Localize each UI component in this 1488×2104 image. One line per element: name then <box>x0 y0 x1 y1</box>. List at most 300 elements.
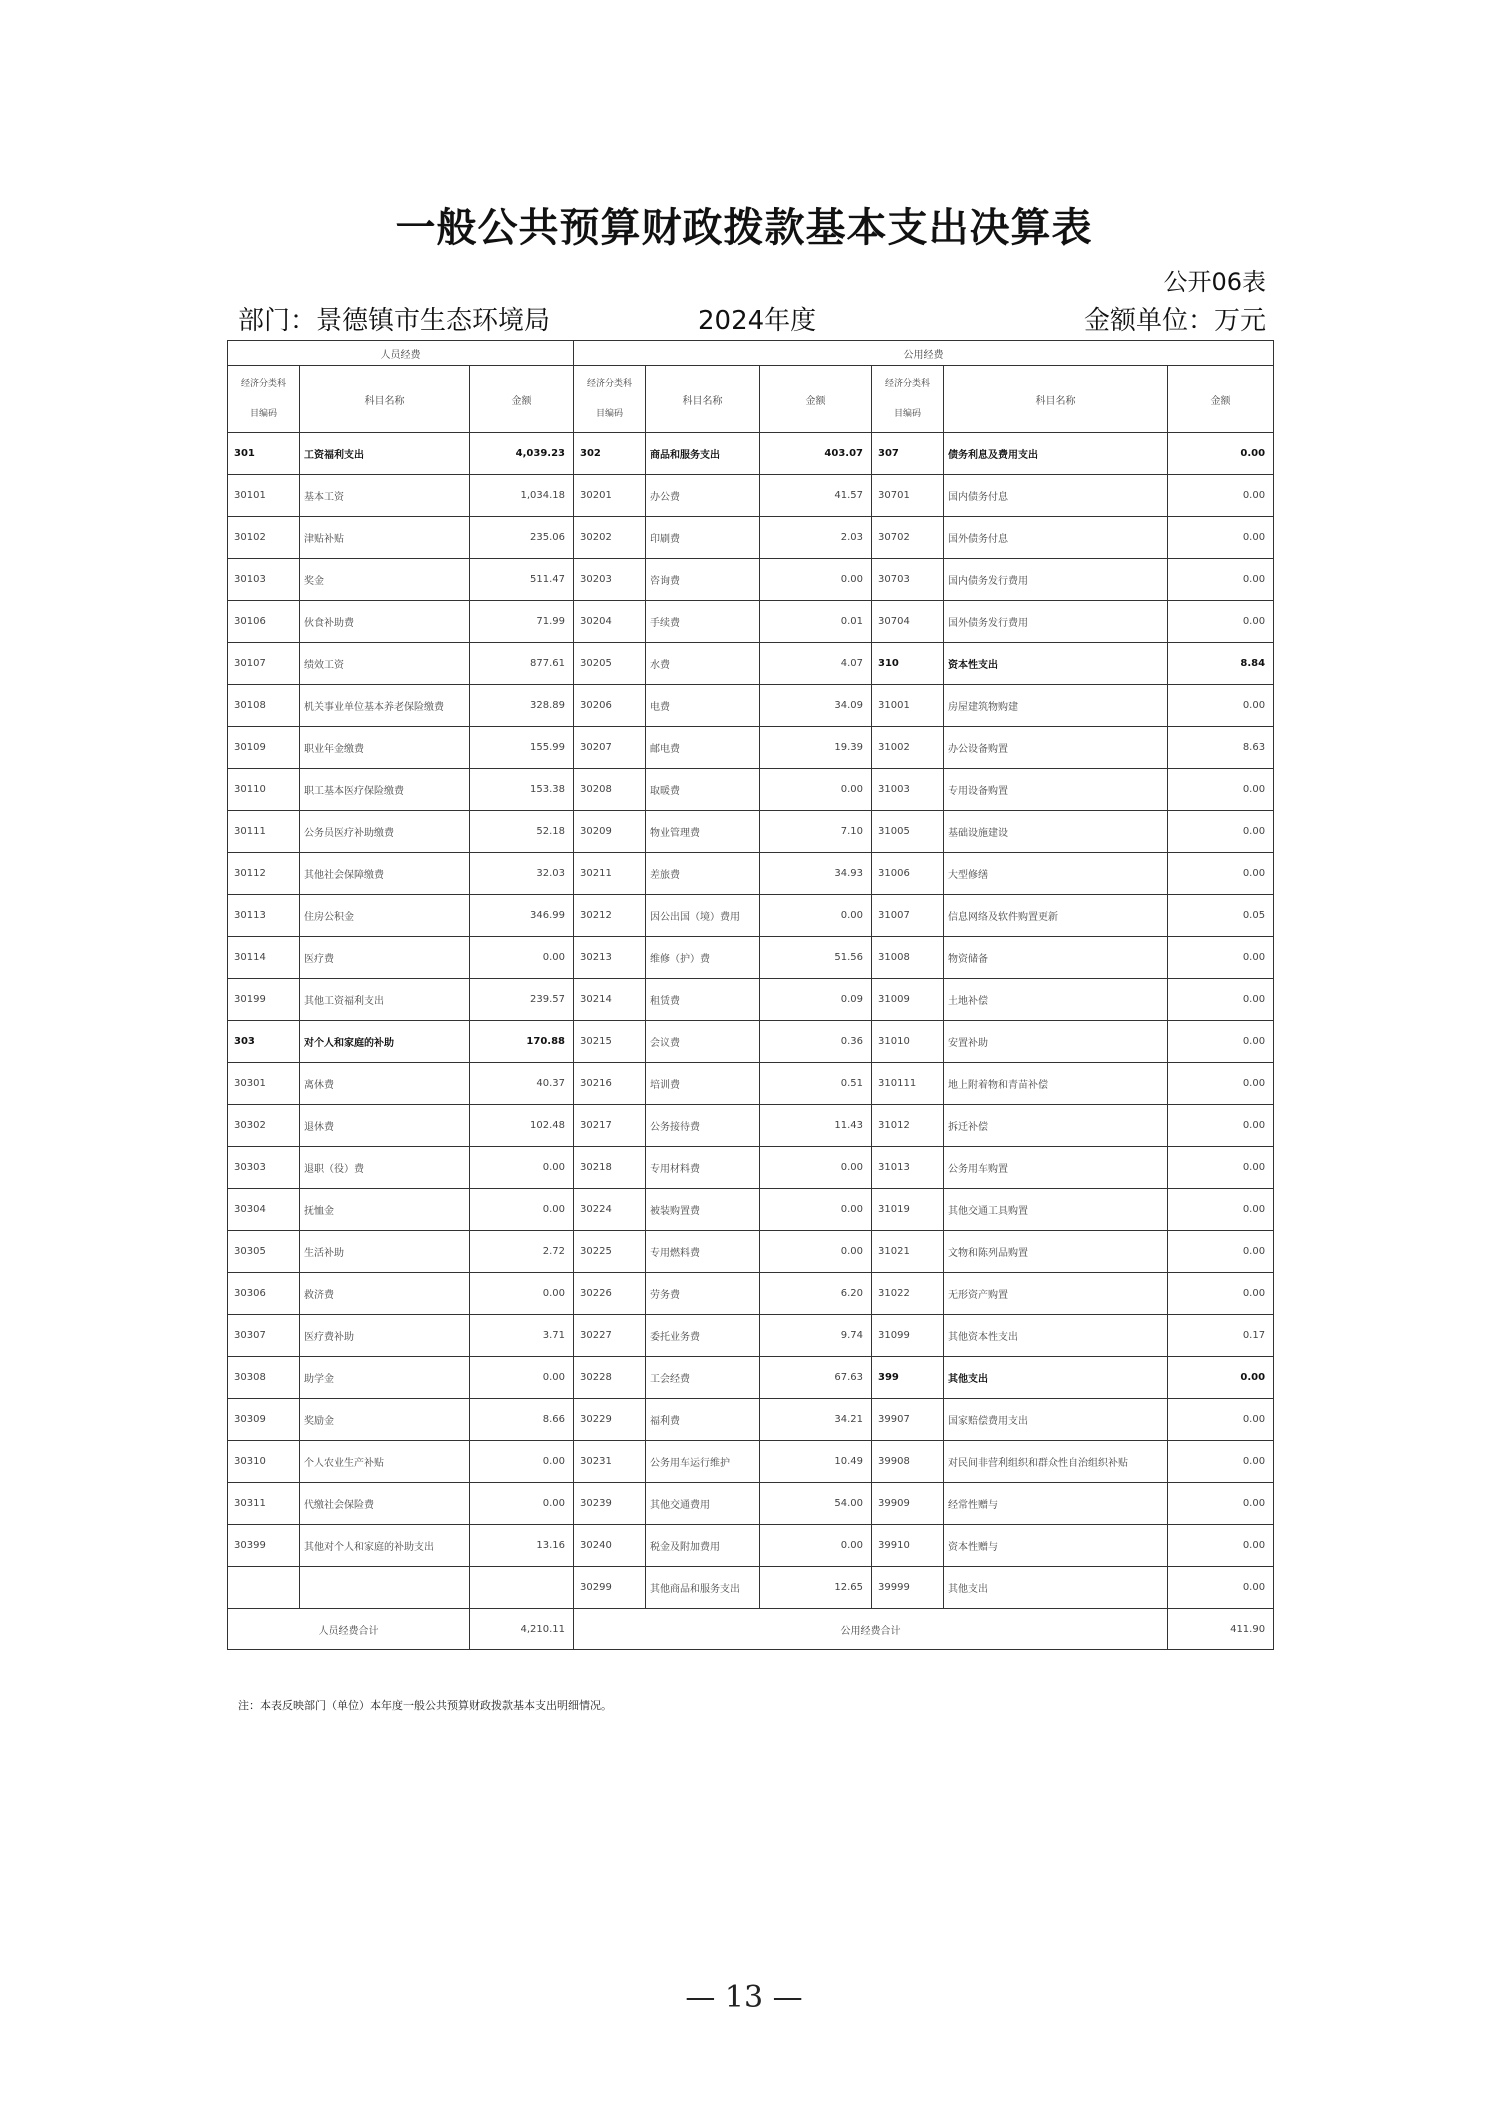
goods-services-amount-cell: 10.49 <box>760 1441 872 1483</box>
capital-other-amount-cell: 0.00 <box>1168 1021 1274 1063</box>
goods-services-code-cell: 302 <box>574 433 646 475</box>
goods-services-code-cell: 30299 <box>574 1567 646 1609</box>
capital-other-code-cell: 31019 <box>872 1189 944 1231</box>
personnel-code-cell: 30304 <box>228 1189 300 1231</box>
goods-services-name-cell: 水费 <box>646 643 760 685</box>
goods-services-name-cell: 专用燃料费 <box>646 1231 760 1273</box>
table-row <box>228 1273 1274 1315</box>
table-row <box>228 433 1274 475</box>
department-label: 部门：景德镇市生态环境局 <box>238 306 551 336</box>
goods-services-code-cell: 30231 <box>574 1441 646 1483</box>
goods-services-name-cell: 公务用车运行维护 <box>646 1441 760 1483</box>
personnel-name-cell: 其他工资福利支出 <box>300 979 470 1021</box>
capital-other-amount-cell: 0.00 <box>1168 1231 1274 1273</box>
capital-other-name-cell: 国家赔偿费用支出 <box>944 1399 1168 1441</box>
capital-other-name-cell: 资本性赠与 <box>944 1525 1168 1567</box>
goods-services-amount-cell: 2.03 <box>760 517 872 559</box>
personnel-code-cell: 30102 <box>228 517 300 559</box>
table-row <box>228 1315 1274 1357</box>
personnel-code-cell: 30302 <box>228 1105 300 1147</box>
table-row <box>228 1357 1274 1399</box>
capital-other-code-cell: 31099 <box>872 1315 944 1357</box>
table-row <box>228 601 1274 643</box>
personnel-amount-cell: 0.00 <box>470 937 574 979</box>
personnel-name-cell: 住房公积金 <box>300 895 470 937</box>
personnel-code-cell: 30103 <box>228 559 300 601</box>
capital-other-amount-cell: 0.00 <box>1168 1357 1274 1399</box>
personnel-amount-cell: 153.38 <box>470 769 574 811</box>
goods-services-amount-cell: 51.56 <box>760 937 872 979</box>
capital-other-amount-cell: 0.00 <box>1168 1483 1274 1525</box>
personnel-amount-cell: 235.06 <box>470 517 574 559</box>
capital-other-code-cell: 31001 <box>872 685 944 727</box>
goods-services-name-cell: 维修（护）费 <box>646 937 760 979</box>
capital-other-name-cell: 专用设备购置 <box>944 769 1168 811</box>
goods-services-amount-cell: 7.10 <box>760 811 872 853</box>
personnel-code-cell: 30307 <box>228 1315 300 1357</box>
public-total-amount: 411.90 <box>1168 1609 1274 1650</box>
goods-services-code-cell: 30211 <box>574 853 646 895</box>
table-row <box>228 937 1274 979</box>
personnel-amount-cell: 328.89 <box>470 685 574 727</box>
capital-other-code-cell: 31009 <box>872 979 944 1021</box>
totals-row <box>228 1609 1274 1650</box>
table-row <box>228 1441 1274 1483</box>
goods-services-amount-cell: 34.09 <box>760 685 872 727</box>
table-row <box>228 1231 1274 1273</box>
personnel-code-cell: 303 <box>228 1021 300 1063</box>
personnel-name-cell: 公务员医疗补助缴费 <box>300 811 470 853</box>
personnel-name-cell: 离休费 <box>300 1063 470 1105</box>
capital-other-name-cell: 其他资本性支出 <box>944 1315 1168 1357</box>
capital-other-name-cell: 其他支出 <box>944 1357 1168 1399</box>
capital-other-name-cell: 地上附着物和青苗补偿 <box>944 1063 1168 1105</box>
goods-services-amount-cell: 6.20 <box>760 1273 872 1315</box>
capital-other-code-cell: 310111 <box>872 1063 944 1105</box>
capital-other-name-cell: 信息网络及软件购置更新 <box>944 895 1168 937</box>
goods-services-code-cell: 30203 <box>574 559 646 601</box>
personnel-name-cell: 奖金 <box>300 559 470 601</box>
capital-other-name-cell: 其他交通工具购置 <box>944 1189 1168 1231</box>
personnel-name-cell: 医疗费补助 <box>300 1315 470 1357</box>
column-header-row <box>228 366 1274 433</box>
goods-services-code-cell: 30208 <box>574 769 646 811</box>
name-header: 科目名称 <box>300 366 470 433</box>
personnel-amount-cell: 0.00 <box>470 1483 574 1525</box>
table-row <box>228 517 1274 559</box>
personnel-amount-cell: 71.99 <box>470 601 574 643</box>
personnel-amount-cell: 32.03 <box>470 853 574 895</box>
personnel-code-cell: 30303 <box>228 1147 300 1189</box>
personnel-name-cell: 个人农业生产补贴 <box>300 1441 470 1483</box>
table-row <box>228 1147 1274 1189</box>
personnel-amount-cell: 0.00 <box>470 1273 574 1315</box>
goods-services-code-cell: 30217 <box>574 1105 646 1147</box>
capital-other-name-cell: 基础设施建设 <box>944 811 1168 853</box>
table-row <box>228 1105 1274 1147</box>
personnel-amount-cell: 239.57 <box>470 979 574 1021</box>
capital-other-code-cell: 31021 <box>872 1231 944 1273</box>
table-note: 注：本表反映部门（单位）本年度一般公共预算财政拨款基本支出明细情况。 <box>238 1699 612 1712</box>
capital-other-code-cell: 39910 <box>872 1525 944 1567</box>
capital-other-code-cell: 31010 <box>872 1021 944 1063</box>
goods-services-code-cell: 30224 <box>574 1189 646 1231</box>
table-row <box>228 979 1274 1021</box>
goods-services-name-cell: 电费 <box>646 685 760 727</box>
capital-other-amount-cell: 0.00 <box>1168 685 1274 727</box>
goods-services-code-cell: 30205 <box>574 643 646 685</box>
personnel-code-cell: 30101 <box>228 475 300 517</box>
personnel-code-cell: 30106 <box>228 601 300 643</box>
capital-other-amount-cell: 0.00 <box>1168 1063 1274 1105</box>
capital-other-name-cell: 经常性赠与 <box>944 1483 1168 1525</box>
personnel-code-cell: 30111 <box>228 811 300 853</box>
goods-services-name-cell: 培训费 <box>646 1063 760 1105</box>
form-number: 公开06表 <box>1163 268 1266 296</box>
capital-other-name-cell: 房屋建筑物购建 <box>944 685 1168 727</box>
table-row <box>228 1189 1274 1231</box>
personnel-amount-cell: 346.99 <box>470 895 574 937</box>
personnel-name-cell: 绩效工资 <box>300 643 470 685</box>
goods-services-amount-cell: 0.00 <box>760 895 872 937</box>
goods-services-amount-cell: 4.07 <box>760 643 872 685</box>
goods-services-code-cell: 30215 <box>574 1021 646 1063</box>
personnel-name-cell: 伙食补助费 <box>300 601 470 643</box>
personnel-code-cell: 30305 <box>228 1231 300 1273</box>
goods-services-name-cell: 委托业务费 <box>646 1315 760 1357</box>
code-header: 经济分类科 目编码 <box>228 366 300 433</box>
amount-header: 金额 <box>470 366 574 433</box>
goods-services-code-cell: 30229 <box>574 1399 646 1441</box>
personnel-code-cell: 301 <box>228 433 300 475</box>
personnel-amount-cell: 40.37 <box>470 1063 574 1105</box>
goods-services-name-cell: 印刷费 <box>646 517 760 559</box>
table-row <box>228 1567 1274 1609</box>
table-row <box>228 769 1274 811</box>
personnel-amount-cell: 170.88 <box>470 1021 574 1063</box>
code-header: 经济分类科 目编码 <box>872 366 944 433</box>
capital-other-name-cell: 办公设备购置 <box>944 727 1168 769</box>
goods-services-amount-cell: 0.00 <box>760 1147 872 1189</box>
goods-services-amount-cell: 0.01 <box>760 601 872 643</box>
personnel-code-cell <box>228 1567 300 1609</box>
goods-services-amount-cell: 34.93 <box>760 853 872 895</box>
personnel-name-cell: 抚恤金 <box>300 1189 470 1231</box>
table-row <box>228 559 1274 601</box>
goods-services-code-cell: 30213 <box>574 937 646 979</box>
personnel-code-cell: 30114 <box>228 937 300 979</box>
personnel-amount-cell: 0.00 <box>470 1189 574 1231</box>
capital-other-amount-cell: 0.00 <box>1168 559 1274 601</box>
personnel-code-cell: 30311 <box>228 1483 300 1525</box>
goods-services-amount-cell: 54.00 <box>760 1483 872 1525</box>
personnel-name-cell: 代缴社会保险费 <box>300 1483 470 1525</box>
goods-services-name-cell: 工会经费 <box>646 1357 760 1399</box>
personnel-name-cell: 医疗费 <box>300 937 470 979</box>
capital-other-name-cell: 无形资产购置 <box>944 1273 1168 1315</box>
goods-services-code-cell: 30204 <box>574 601 646 643</box>
code-header: 经济分类科 目编码 <box>574 366 646 433</box>
table-row <box>228 1483 1274 1525</box>
capital-other-code-cell: 39908 <box>872 1441 944 1483</box>
goods-services-name-cell: 物业管理费 <box>646 811 760 853</box>
personnel-name-cell: 基本工资 <box>300 475 470 517</box>
capital-other-code-cell: 31022 <box>872 1273 944 1315</box>
capital-other-code-cell: 39909 <box>872 1483 944 1525</box>
personnel-code-cell: 30306 <box>228 1273 300 1315</box>
capital-other-code-cell: 30704 <box>872 601 944 643</box>
goods-services-name-cell: 手续费 <box>646 601 760 643</box>
capital-other-amount-cell: 0.00 <box>1168 517 1274 559</box>
table-row <box>228 475 1274 517</box>
table-row <box>228 811 1274 853</box>
name-header: 科目名称 <box>944 366 1168 433</box>
capital-other-amount-cell: 0.05 <box>1168 895 1274 937</box>
goods-services-code-cell: 30214 <box>574 979 646 1021</box>
table-row <box>228 1063 1274 1105</box>
fiscal-year: 2024年度 <box>698 306 817 336</box>
goods-services-name-cell: 专用材料费 <box>646 1147 760 1189</box>
goods-services-code-cell: 30228 <box>574 1357 646 1399</box>
goods-services-amount-cell: 0.00 <box>760 1189 872 1231</box>
personnel-name-cell: 机关事业单位基本养老保险缴费 <box>300 685 470 727</box>
capital-other-name-cell: 资本性支出 <box>944 643 1168 685</box>
goods-services-code-cell: 30207 <box>574 727 646 769</box>
goods-services-name-cell: 其他商品和服务支出 <box>646 1567 760 1609</box>
personnel-amount-cell: 3.71 <box>470 1315 574 1357</box>
goods-services-code-cell: 30240 <box>574 1525 646 1567</box>
personnel-amount-cell: 155.99 <box>470 727 574 769</box>
capital-other-code-cell: 31002 <box>872 727 944 769</box>
capital-other-name-cell: 公务用车购置 <box>944 1147 1168 1189</box>
capital-other-amount-cell: 0.00 <box>1168 979 1274 1021</box>
personnel-name-cell: 职业年金缴费 <box>300 727 470 769</box>
capital-other-amount-cell: 0.00 <box>1168 1147 1274 1189</box>
goods-services-code-cell: 30227 <box>574 1315 646 1357</box>
capital-other-code-cell: 30703 <box>872 559 944 601</box>
public-group-header: 公用经费 <box>574 341 1274 366</box>
capital-other-amount-cell: 0.00 <box>1168 1105 1274 1147</box>
amount-header: 金额 <box>1168 366 1274 433</box>
personnel-amount-cell: 4,039.23 <box>470 433 574 475</box>
goods-services-code-cell: 30218 <box>574 1147 646 1189</box>
goods-services-amount-cell: 9.74 <box>760 1315 872 1357</box>
goods-services-name-cell: 取暖费 <box>646 769 760 811</box>
goods-services-amount-cell: 0.51 <box>760 1063 872 1105</box>
capital-other-amount-cell: 8.63 <box>1168 727 1274 769</box>
goods-services-amount-cell: 41.57 <box>760 475 872 517</box>
capital-other-name-cell: 文物和陈列品购置 <box>944 1231 1168 1273</box>
capital-other-name-cell: 物资储备 <box>944 937 1168 979</box>
personnel-name-cell: 退职（役）费 <box>300 1147 470 1189</box>
personnel-amount-cell: 1,034.18 <box>470 475 574 517</box>
amount-unit: 金额单位：万元 <box>1083 306 1266 336</box>
personnel-name-cell: 奖励金 <box>300 1399 470 1441</box>
personnel-name-cell: 救济费 <box>300 1273 470 1315</box>
personnel-name-cell: 生活补助 <box>300 1231 470 1273</box>
table-row <box>228 853 1274 895</box>
goods-services-name-cell: 租赁费 <box>646 979 760 1021</box>
capital-other-code-cell: 30701 <box>872 475 944 517</box>
expenditure-table <box>227 340 1274 1650</box>
personnel-code-cell: 30308 <box>228 1357 300 1399</box>
capital-other-amount-cell: 0.00 <box>1168 1525 1274 1567</box>
personnel-name-cell: 退休费 <box>300 1105 470 1147</box>
goods-services-code-cell: 30212 <box>574 895 646 937</box>
goods-services-code-cell: 30206 <box>574 685 646 727</box>
page-title: 一般公共预算财政拨款基本支出决算表 <box>395 205 1093 251</box>
capital-other-amount-cell: 0.00 <box>1168 475 1274 517</box>
goods-services-amount-cell: 0.36 <box>760 1021 872 1063</box>
capital-other-amount-cell: 0.00 <box>1168 937 1274 979</box>
personnel-code-cell: 30199 <box>228 979 300 1021</box>
personnel-name-cell: 其他对个人和家庭的补助支出 <box>300 1525 470 1567</box>
personnel-group-header: 人员经费 <box>228 341 574 366</box>
goods-services-name-cell: 公务接待费 <box>646 1105 760 1147</box>
capital-other-amount-cell: 0.17 <box>1168 1315 1274 1357</box>
personnel-total-label: 人员经费合计 <box>228 1609 470 1650</box>
personnel-code-cell: 30399 <box>228 1525 300 1567</box>
capital-other-code-cell: 31006 <box>872 853 944 895</box>
goods-services-amount-cell: 0.00 <box>760 769 872 811</box>
capital-other-code-cell: 30702 <box>872 517 944 559</box>
goods-services-amount-cell: 34.21 <box>760 1399 872 1441</box>
capital-other-name-cell: 国外债务付息 <box>944 517 1168 559</box>
capital-other-name-cell: 拆迁补偿 <box>944 1105 1168 1147</box>
table-row <box>228 1021 1274 1063</box>
capital-other-code-cell: 31005 <box>872 811 944 853</box>
table-row <box>228 1399 1274 1441</box>
group-header-row <box>228 341 1274 366</box>
table-row <box>228 727 1274 769</box>
public-total-label: 公用经费合计 <box>574 1609 1168 1650</box>
personnel-name-cell: 助学金 <box>300 1357 470 1399</box>
capital-other-name-cell: 对民间非营利组织和群众性自治组织补贴 <box>944 1441 1168 1483</box>
capital-other-code-cell: 31007 <box>872 895 944 937</box>
capital-other-name-cell: 土地补偿 <box>944 979 1168 1021</box>
goods-services-amount-cell: 0.00 <box>760 1231 872 1273</box>
goods-services-amount-cell: 0.09 <box>760 979 872 1021</box>
goods-services-name-cell: 会议费 <box>646 1021 760 1063</box>
table-row <box>228 643 1274 685</box>
goods-services-code-cell: 30202 <box>574 517 646 559</box>
capital-other-code-cell: 31003 <box>872 769 944 811</box>
personnel-amount-cell: 0.00 <box>470 1357 574 1399</box>
goods-services-name-cell: 被装购置费 <box>646 1189 760 1231</box>
capital-other-name-cell: 国外债务发行费用 <box>944 601 1168 643</box>
goods-services-name-cell: 咨询费 <box>646 559 760 601</box>
goods-services-name-cell: 因公出国（境）费用 <box>646 895 760 937</box>
goods-services-amount-cell: 0.00 <box>760 1525 872 1567</box>
goods-services-name-cell: 其他交通费用 <box>646 1483 760 1525</box>
capital-other-code-cell: 39999 <box>872 1567 944 1609</box>
capital-other-amount-cell: 0.00 <box>1168 601 1274 643</box>
personnel-amount-cell: 13.16 <box>470 1525 574 1567</box>
personnel-amount-cell: 52.18 <box>470 811 574 853</box>
capital-other-code-cell: 31012 <box>872 1105 944 1147</box>
goods-services-amount-cell: 12.65 <box>760 1567 872 1609</box>
goods-services-amount-cell: 19.39 <box>760 727 872 769</box>
page-number: — 13 — <box>685 1980 803 2015</box>
capital-other-amount-cell: 0.00 <box>1168 1189 1274 1231</box>
goods-services-name-cell: 福利费 <box>646 1399 760 1441</box>
personnel-code-cell: 30112 <box>228 853 300 895</box>
goods-services-name-cell: 办公费 <box>646 475 760 517</box>
capital-other-amount-cell: 0.00 <box>1168 433 1274 475</box>
personnel-code-cell: 30107 <box>228 643 300 685</box>
personnel-code-cell: 30108 <box>228 685 300 727</box>
capital-other-code-cell: 307 <box>872 433 944 475</box>
amount-header: 金额 <box>760 366 872 433</box>
personnel-code-cell: 30113 <box>228 895 300 937</box>
goods-services-name-cell: 差旅费 <box>646 853 760 895</box>
capital-other-code-cell: 39907 <box>872 1399 944 1441</box>
personnel-code-cell: 30301 <box>228 1063 300 1105</box>
personnel-amount-cell: 102.48 <box>470 1105 574 1147</box>
capital-other-amount-cell: 0.00 <box>1168 1399 1274 1441</box>
personnel-total-amount: 4,210.11 <box>470 1609 574 1650</box>
capital-other-name-cell: 其他支出 <box>944 1567 1168 1609</box>
capital-other-name-cell: 国内债务发行费用 <box>944 559 1168 601</box>
table-row <box>228 685 1274 727</box>
capital-other-name-cell: 国内债务付息 <box>944 475 1168 517</box>
goods-services-amount-cell: 403.07 <box>760 433 872 475</box>
capital-other-amount-cell: 0.00 <box>1168 1273 1274 1315</box>
capital-other-code-cell: 31008 <box>872 937 944 979</box>
table-row <box>228 1525 1274 1567</box>
personnel-amount-cell: 2.72 <box>470 1231 574 1273</box>
goods-services-code-cell: 30209 <box>574 811 646 853</box>
goods-services-code-cell: 30201 <box>574 475 646 517</box>
capital-other-amount-cell: 0.00 <box>1168 853 1274 895</box>
personnel-name-cell: 津贴补贴 <box>300 517 470 559</box>
table-row <box>228 895 1274 937</box>
capital-other-code-cell: 31013 <box>872 1147 944 1189</box>
goods-services-code-cell: 30226 <box>574 1273 646 1315</box>
goods-services-name-cell: 劳务费 <box>646 1273 760 1315</box>
goods-services-amount-cell: 0.00 <box>760 559 872 601</box>
capital-other-code-cell: 310 <box>872 643 944 685</box>
capital-other-amount-cell: 0.00 <box>1168 769 1274 811</box>
personnel-name-cell: 职工基本医疗保险缴费 <box>300 769 470 811</box>
personnel-amount-cell: 8.66 <box>470 1399 574 1441</box>
personnel-name-cell: 工资福利支出 <box>300 433 470 475</box>
capital-other-amount-cell: 0.00 <box>1168 1441 1274 1483</box>
capital-other-name-cell: 债务利息及费用支出 <box>944 433 1168 475</box>
goods-services-name-cell: 税金及附加费用 <box>646 1525 760 1567</box>
goods-services-name-cell: 邮电费 <box>646 727 760 769</box>
personnel-amount-cell: 0.00 <box>470 1147 574 1189</box>
goods-services-code-cell: 30216 <box>574 1063 646 1105</box>
capital-other-name-cell: 安置补助 <box>944 1021 1168 1063</box>
personnel-code-cell: 30310 <box>228 1441 300 1483</box>
capital-other-amount-cell: 0.00 <box>1168 811 1274 853</box>
capital-other-amount-cell: 0.00 <box>1168 1567 1274 1609</box>
personnel-name-cell: 其他社会保障缴费 <box>300 853 470 895</box>
personnel-code-cell: 30110 <box>228 769 300 811</box>
goods-services-amount-cell: 67.63 <box>760 1357 872 1399</box>
name-header: 科目名称 <box>646 366 760 433</box>
personnel-amount-cell: 877.61 <box>470 643 574 685</box>
goods-services-name-cell: 商品和服务支出 <box>646 433 760 475</box>
personnel-code-cell: 30109 <box>228 727 300 769</box>
goods-services-amount-cell: 11.43 <box>760 1105 872 1147</box>
capital-other-name-cell: 大型修缮 <box>944 853 1168 895</box>
capital-other-code-cell: 399 <box>872 1357 944 1399</box>
goods-services-code-cell: 30239 <box>574 1483 646 1525</box>
personnel-amount-cell <box>470 1567 574 1609</box>
personnel-name-cell: 对个人和家庭的补助 <box>300 1021 470 1063</box>
